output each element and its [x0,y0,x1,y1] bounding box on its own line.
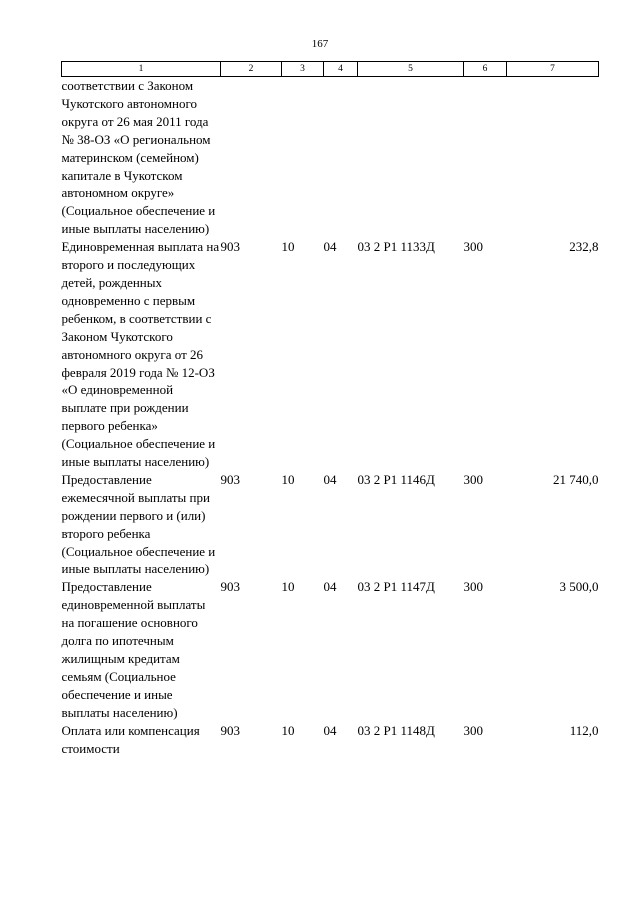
row-amount: 3 500,0 [559,579,599,595]
table-row [62,238,599,471]
table-row [62,77,599,239]
row-target-article: 03 2 Р1 1148Д [357,722,435,738]
row-expense-type: 300 [463,579,483,595]
table-body [62,77,599,758]
row-subsection: 04 [323,722,337,738]
row-target-article: 03 2 Р1 1146Д [357,471,435,487]
row-grbs: 903 [220,471,240,487]
row-amount: 21 740,0 [553,471,599,487]
row-section: 10 [281,722,295,738]
row-description: Предоставление ежемесячной выплаты при рождении первого и (или) второго ребенка (Социальное обеспечение и иные выплаты населению) [61,471,216,577]
header-col-5: 5 [358,62,464,77]
header-row [62,62,599,77]
header-col-2: 2 [221,62,282,77]
row-section: 10 [281,471,295,487]
row-grbs: 903 [220,722,240,738]
row-target-article: 03 2 Р1 1147Д [357,579,435,595]
row-subsection: 04 [323,239,337,255]
row-expense-type: 300 [463,471,483,487]
table-row [62,578,599,721]
row-section: 10 [281,579,295,595]
row-amount: 232,8 [569,239,599,255]
row-expense-type: 300 [463,722,483,738]
page-number: 167 [311,38,329,50]
row-grbs: 903 [220,239,240,255]
budget-table [61,61,599,757]
header-col-3: 3 [282,62,324,77]
row-target-article: 03 2 Р1 1133Д [357,239,435,255]
row-amount [507,77,599,239]
row-subsection: 04 [323,471,337,487]
header-col-1: 1 [62,62,221,77]
row-description: Оплата или компенсация стоимости [61,722,200,756]
row-grbs [221,77,282,239]
table-row [62,471,599,578]
row-description: Единовременная выплата на второго и последующих детей, рожденных одновременно с первым ребенком, в соответствии с Законом Чукотского автономного округа от 26 февраля 2019 года № 12-ОЗ «О единовременной выплате при рождении первого ребенка» (Социальное обеспечение и иные выплаты населению) [61,239,220,470]
table-header [62,62,599,77]
row-amount: 112,0 [569,722,599,738]
row-description: соответствии с Законом Чукотского автономного округа от 26 мая 2011 года № 38-ОЗ «О региональном материнском (семейном) капитале в Чукотском автономном округе» (Социальное обеспечение и иные выплаты населению) [61,78,216,237]
header-col-4: 4 [324,62,358,77]
header-col-6: 6 [464,62,507,77]
header-col-7: 7 [507,62,599,77]
row-expense-type: 300 [463,239,483,255]
row-subsection [324,77,358,239]
row-section [282,77,324,239]
row-subsection: 04 [323,579,337,595]
row-target-article [358,77,464,239]
row-grbs: 903 [220,579,240,595]
row-description: Предоставление единовременной выплаты на погашение основного долга по ипотечным жилищным кредитам семьям (Социальное обеспечение и иные выплаты населению) [61,579,206,720]
table-row [62,722,599,758]
row-section: 10 [281,239,295,255]
row-expense-type [464,77,507,239]
